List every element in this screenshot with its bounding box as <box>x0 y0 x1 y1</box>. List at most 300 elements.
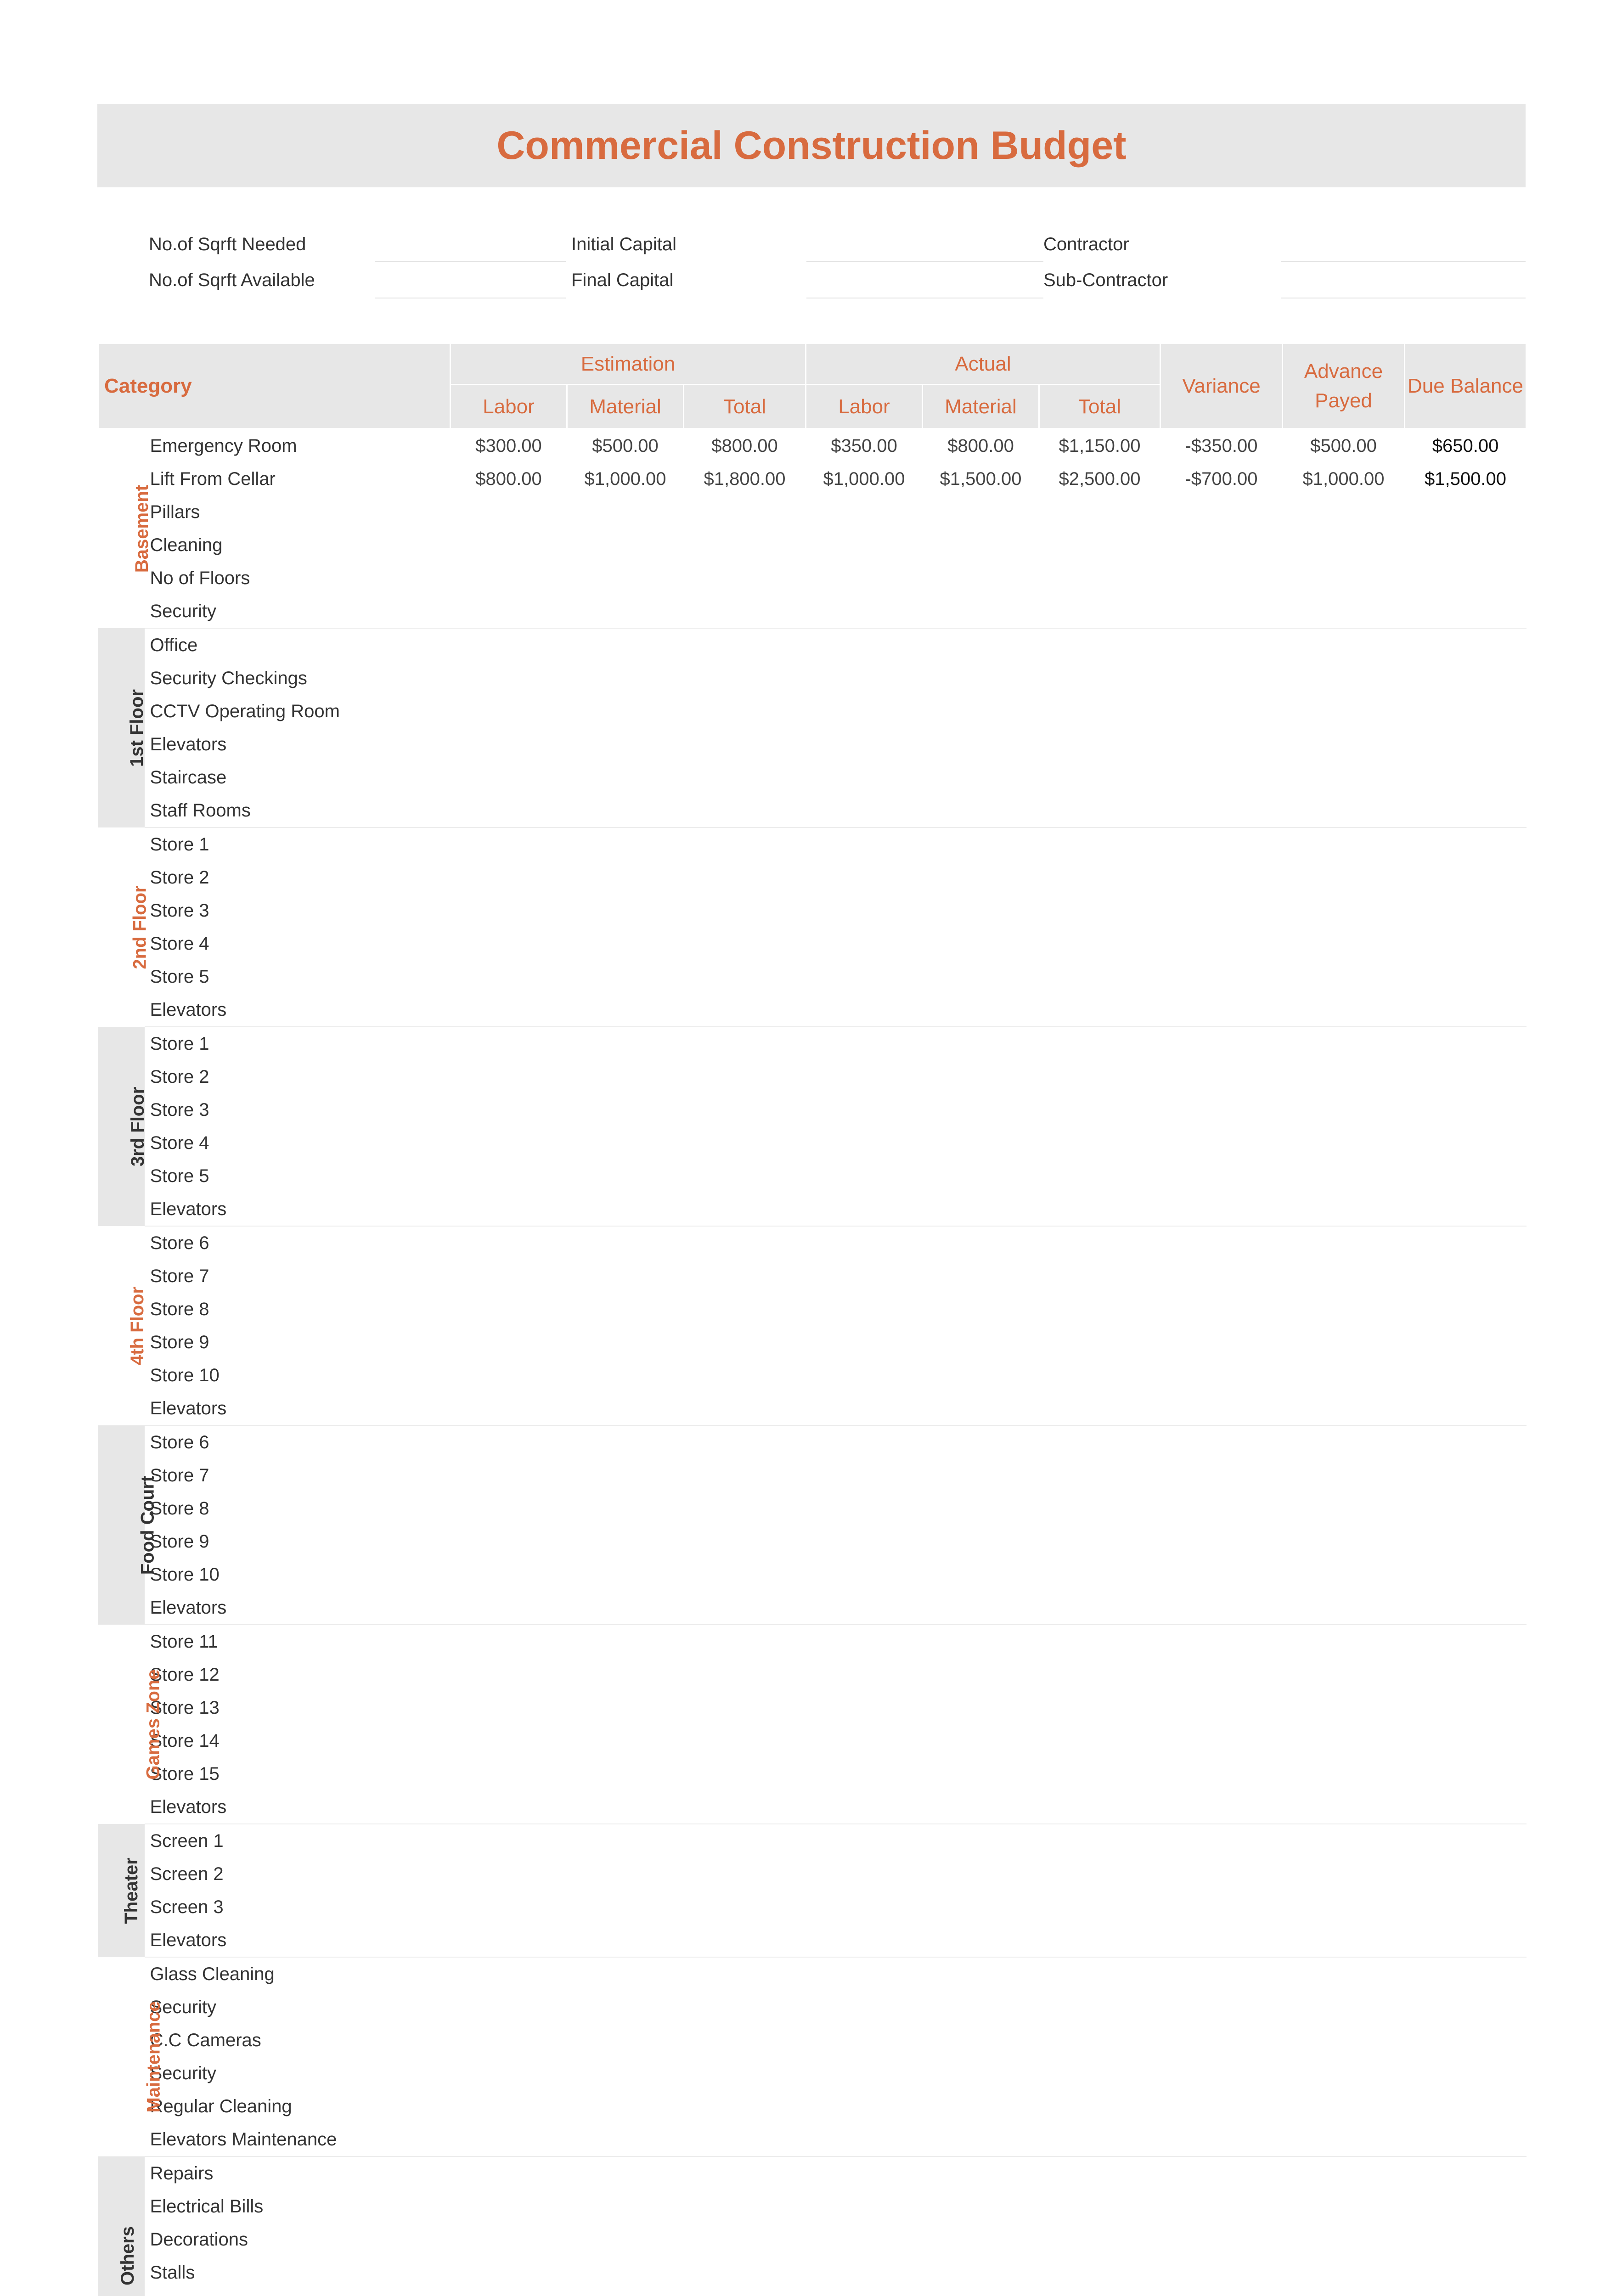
cell-advance[interactable] <box>1283 2223 1405 2256</box>
cell-act-material[interactable] <box>923 1159 1039 1193</box>
cell-est-material[interactable] <box>567 1093 684 1126</box>
cell-variance[interactable] <box>1160 1492 1283 1525</box>
cell-variance[interactable] <box>1160 695 1283 728</box>
cell-due[interactable] <box>1405 1957 1527 1991</box>
cell-act-material[interactable] <box>923 1459 1039 1492</box>
cell-act-total[interactable] <box>1039 1891 1160 1924</box>
cell-act-total[interactable] <box>1039 894 1160 927</box>
cell-advance[interactable] <box>1283 1658 1405 1691</box>
cell-act-material[interactable] <box>923 1093 1039 1126</box>
cell-variance[interactable] <box>1160 2123 1283 2156</box>
cell-due[interactable]: $650.00 <box>1405 429 1527 463</box>
cell-est-material[interactable] <box>567 1359 684 1392</box>
cell-act-total[interactable] <box>1039 1326 1160 1359</box>
cell-due[interactable] <box>1405 960 1527 993</box>
cell-act-material[interactable] <box>923 1691 1039 1724</box>
cell-advance[interactable] <box>1283 1193 1405 1226</box>
cell-advance[interactable] <box>1283 761 1405 794</box>
cell-due[interactable] <box>1405 2123 1527 2156</box>
cell-est-total[interactable] <box>684 2256 806 2289</box>
cell-est-labor[interactable] <box>451 1027 567 1060</box>
cell-act-total[interactable] <box>1039 2256 1160 2289</box>
cell-act-labor[interactable] <box>806 1260 923 1293</box>
cell-act-total[interactable] <box>1039 1392 1160 1425</box>
cell-act-labor[interactable] <box>806 2223 923 2256</box>
cell-due[interactable] <box>1405 495 1527 529</box>
cell-due[interactable] <box>1405 1226 1527 1260</box>
cell-act-material[interactable] <box>923 495 1039 529</box>
cell-est-total[interactable] <box>684 1060 806 1093</box>
cell-due[interactable] <box>1405 1824 1527 1857</box>
cell-est-material[interactable] <box>567 1459 684 1492</box>
cell-est-material[interactable] <box>567 1658 684 1691</box>
cell-act-labor[interactable] <box>806 1991 923 2024</box>
cell-due[interactable] <box>1405 2256 1527 2289</box>
cell-variance[interactable] <box>1160 1159 1283 1193</box>
cell-est-labor[interactable] <box>451 728 567 761</box>
cell-est-labor[interactable] <box>451 2123 567 2156</box>
cell-est-labor[interactable] <box>451 1790 567 1824</box>
cell-variance[interactable] <box>1160 761 1283 794</box>
cell-act-labor[interactable] <box>806 1625 923 1658</box>
cell-est-total[interactable] <box>684 993 806 1027</box>
cell-est-labor[interactable] <box>451 662 567 695</box>
cell-est-total[interactable] <box>684 1492 806 1525</box>
cell-variance[interactable] <box>1160 628 1283 662</box>
cell-advance[interactable] <box>1283 1957 1405 1991</box>
cell-act-total[interactable] <box>1039 1093 1160 1126</box>
cell-est-labor[interactable] <box>451 2289 567 2296</box>
cell-advance[interactable] <box>1283 1924 1405 1957</box>
cell-est-material[interactable] <box>567 1027 684 1060</box>
cell-variance[interactable] <box>1160 1957 1283 1991</box>
cell-est-total[interactable] <box>684 1924 806 1957</box>
cell-act-labor[interactable] <box>806 993 923 1027</box>
cell-due[interactable] <box>1405 1459 1527 1492</box>
cell-variance[interactable] <box>1160 662 1283 695</box>
cell-act-total[interactable] <box>1039 1359 1160 1392</box>
cell-advance[interactable] <box>1283 2190 1405 2223</box>
cell-est-material[interactable] <box>567 1558 684 1591</box>
cell-est-labor[interactable] <box>451 2223 567 2256</box>
cell-variance[interactable]: -$350.00 <box>1160 429 1283 463</box>
cell-act-total[interactable] <box>1039 1492 1160 1525</box>
cell-act-labor[interactable] <box>806 1492 923 1525</box>
cell-est-labor[interactable] <box>451 1558 567 1591</box>
cell-due[interactable] <box>1405 2190 1527 2223</box>
cell-variance[interactable] <box>1160 1027 1283 1060</box>
cell-est-material[interactable]: $1,000.00 <box>584 468 666 489</box>
cell-variance[interactable] <box>1160 1924 1283 1957</box>
cell-advance[interactable] <box>1283 1359 1405 1392</box>
cell-due[interactable] <box>1405 1525 1527 1558</box>
cell-advance[interactable] <box>1283 1891 1405 1924</box>
cell-act-material[interactable] <box>923 1359 1039 1392</box>
cell-est-total[interactable] <box>684 2123 806 2156</box>
cell-advance[interactable] <box>1283 595 1405 628</box>
cell-act-labor[interactable] <box>806 1193 923 1226</box>
cell-est-material[interactable] <box>567 595 684 628</box>
cell-est-labor[interactable] <box>451 927 567 960</box>
cell-variance[interactable] <box>1160 927 1283 960</box>
cell-est-material[interactable] <box>567 1757 684 1790</box>
cell-act-labor[interactable] <box>806 1326 923 1359</box>
cell-act-material[interactable] <box>923 2190 1039 2223</box>
cell-act-labor[interactable] <box>806 695 923 728</box>
cell-due[interactable] <box>1405 2156 1527 2190</box>
cell-est-material[interactable] <box>567 529 684 562</box>
cell-advance[interactable] <box>1283 2156 1405 2190</box>
cell-act-total[interactable] <box>1039 1691 1160 1724</box>
cell-est-total[interactable] <box>684 1193 806 1226</box>
cell-act-labor[interactable] <box>806 1591 923 1625</box>
cell-act-total[interactable] <box>1039 1459 1160 1492</box>
cell-due[interactable] <box>1405 628 1527 662</box>
cell-advance[interactable]: $500.00 <box>1283 429 1405 463</box>
cell-est-labor[interactable] <box>451 2024 567 2057</box>
cell-due[interactable] <box>1405 1027 1527 1060</box>
cell-est-total[interactable] <box>684 1093 806 1126</box>
cell-act-material[interactable] <box>923 562 1039 595</box>
cell-advance[interactable] <box>1283 1159 1405 1193</box>
cell-est-labor[interactable] <box>451 894 567 927</box>
cell-act-labor[interactable] <box>806 495 923 529</box>
cell-act-labor[interactable] <box>806 2057 923 2090</box>
cell-est-material[interactable] <box>567 1193 684 1226</box>
cell-act-total[interactable] <box>1039 2289 1160 2296</box>
cell-est-labor[interactable] <box>451 1625 567 1658</box>
cell-act-labor[interactable] <box>806 1359 923 1392</box>
cell-act-total[interactable] <box>1039 1226 1160 1260</box>
cell-variance[interactable] <box>1160 2256 1283 2289</box>
cell-act-labor[interactable] <box>806 1392 923 1425</box>
cell-variance[interactable] <box>1160 1392 1283 1425</box>
cell-est-labor[interactable] <box>451 1425 567 1459</box>
cell-est-total[interactable] <box>684 761 806 794</box>
cell-est-material[interactable] <box>567 495 684 529</box>
cell-variance[interactable] <box>1160 861 1283 894</box>
cell-act-material[interactable] <box>923 2057 1039 2090</box>
cell-est-material[interactable] <box>567 1525 684 1558</box>
cell-act-total[interactable] <box>1039 1957 1160 1991</box>
cell-act-material[interactable] <box>923 1790 1039 1824</box>
cell-variance[interactable] <box>1160 2190 1283 2223</box>
cell-act-total[interactable] <box>1039 1824 1160 1857</box>
cell-act-labor[interactable] <box>806 1425 923 1459</box>
cell-act-labor[interactable] <box>806 761 923 794</box>
cell-act-labor[interactable] <box>806 2024 923 2057</box>
cell-variance[interactable] <box>1160 1591 1283 1625</box>
cell-est-labor[interactable] <box>451 1293 567 1326</box>
cell-act-material[interactable] <box>923 1293 1039 1326</box>
cell-est-total[interactable] <box>684 927 806 960</box>
cell-est-total[interactable] <box>684 495 806 529</box>
cell-act-labor[interactable] <box>806 927 923 960</box>
cell-est-total[interactable] <box>684 1691 806 1724</box>
cell-due[interactable] <box>1405 1392 1527 1425</box>
cell-due[interactable] <box>1405 1790 1527 1824</box>
cell-act-total[interactable] <box>1039 2223 1160 2256</box>
cell-est-total[interactable] <box>684 529 806 562</box>
cell-act-material[interactable] <box>923 993 1039 1027</box>
cell-act-material[interactable] <box>923 2024 1039 2057</box>
cell-variance[interactable] <box>1160 1891 1283 1924</box>
cell-due[interactable] <box>1405 1757 1527 1790</box>
cell-est-material[interactable] <box>567 2024 684 2057</box>
initial-capital-field[interactable] <box>806 261 1043 262</box>
cell-est-total[interactable] <box>684 1260 806 1293</box>
cell-act-material[interactable] <box>923 927 1039 960</box>
cell-act-labor[interactable] <box>806 1126 923 1159</box>
cell-variance[interactable] <box>1160 1724 1283 1757</box>
cell-act-labor[interactable] <box>806 1891 923 1924</box>
cell-act-total[interactable] <box>1039 662 1160 695</box>
cell-act-labor[interactable] <box>806 1027 923 1060</box>
cell-variance[interactable] <box>1160 1060 1283 1093</box>
cell-act-total[interactable]: $2,500.00 <box>1059 468 1141 489</box>
cell-est-total[interactable] <box>684 1591 806 1625</box>
cell-est-material[interactable] <box>567 1790 684 1824</box>
cell-act-material[interactable] <box>923 1824 1039 1857</box>
cell-act-material[interactable] <box>923 662 1039 695</box>
cell-est-material[interactable] <box>567 1425 684 1459</box>
cell-due[interactable] <box>1405 1126 1527 1159</box>
cell-est-labor[interactable] <box>451 993 567 1027</box>
cell-est-material[interactable] <box>567 1226 684 1260</box>
cell-est-total[interactable] <box>684 1625 806 1658</box>
cell-advance[interactable] <box>1283 1790 1405 1824</box>
cell-est-labor[interactable] <box>451 2256 567 2289</box>
cell-act-labor[interactable] <box>806 2156 923 2190</box>
cell-est-labor[interactable] <box>451 529 567 562</box>
cell-est-material[interactable] <box>567 1724 684 1757</box>
cell-act-material[interactable] <box>923 529 1039 562</box>
cell-act-total[interactable] <box>1039 728 1160 761</box>
cell-act-labor[interactable] <box>806 1159 923 1193</box>
cell-act-material[interactable] <box>923 2156 1039 2190</box>
cell-due[interactable] <box>1405 1093 1527 1126</box>
cell-due[interactable] <box>1405 1558 1527 1591</box>
cell-due[interactable] <box>1405 1625 1527 1658</box>
cell-est-labor[interactable] <box>451 1724 567 1757</box>
cell-variance[interactable] <box>1160 1326 1283 1359</box>
cell-act-total[interactable] <box>1039 1857 1160 1891</box>
cell-est-total[interactable] <box>684 1790 806 1824</box>
cell-due[interactable] <box>1405 529 1527 562</box>
cell-est-material[interactable] <box>567 1857 684 1891</box>
cell-est-total[interactable] <box>684 1991 806 2024</box>
cell-act-material[interactable]: $1,500.00 <box>940 468 1022 489</box>
cell-act-material[interactable] <box>923 1724 1039 1757</box>
cell-est-total[interactable] <box>684 1293 806 1326</box>
cell-est-labor[interactable] <box>451 1591 567 1625</box>
cell-variance[interactable] <box>1160 1525 1283 1558</box>
cell-act-labor[interactable] <box>806 2090 923 2123</box>
cell-act-total[interactable] <box>1039 1193 1160 1226</box>
cell-act-labor[interactable] <box>806 827 923 861</box>
cell-act-material[interactable] <box>923 861 1039 894</box>
cell-due[interactable] <box>1405 861 1527 894</box>
cell-est-labor[interactable] <box>451 1691 567 1724</box>
cell-est-total[interactable] <box>684 662 806 695</box>
cell-est-labor[interactable] <box>451 1326 567 1359</box>
cell-est-total[interactable] <box>684 2289 806 2296</box>
cell-due[interactable] <box>1405 1591 1527 1625</box>
cell-act-total[interactable] <box>1039 562 1160 595</box>
cell-est-material[interactable] <box>567 2190 684 2223</box>
cell-due[interactable] <box>1405 1060 1527 1093</box>
cell-est-total[interactable] <box>684 1027 806 1060</box>
cell-est-labor[interactable] <box>451 1492 567 1525</box>
cell-variance[interactable] <box>1160 728 1283 761</box>
cell-est-material[interactable] <box>567 2156 684 2190</box>
cell-due[interactable] <box>1405 595 1527 628</box>
cell-est-labor[interactable] <box>451 1757 567 1790</box>
cell-variance[interactable] <box>1160 1359 1283 1392</box>
cell-act-material[interactable] <box>923 628 1039 662</box>
cell-act-total[interactable] <box>1039 1724 1160 1757</box>
cell-advance[interactable] <box>1283 2090 1405 2123</box>
cell-est-material[interactable] <box>567 1260 684 1293</box>
cell-est-material[interactable] <box>567 761 684 794</box>
cell-advance[interactable] <box>1283 1459 1405 1492</box>
cell-variance[interactable] <box>1160 1857 1283 1891</box>
cell-est-total[interactable] <box>684 827 806 861</box>
cell-act-total[interactable] <box>1039 2090 1160 2123</box>
cell-advance[interactable] <box>1283 1558 1405 1591</box>
cell-due[interactable] <box>1405 761 1527 794</box>
cell-est-labor[interactable] <box>451 595 567 628</box>
cell-act-total[interactable] <box>1039 695 1160 728</box>
cell-due[interactable] <box>1405 993 1527 1027</box>
cell-due[interactable] <box>1405 1857 1527 1891</box>
cell-variance[interactable] <box>1160 2024 1283 2057</box>
cell-est-material[interactable] <box>567 1691 684 1724</box>
cell-advance[interactable] <box>1283 1326 1405 1359</box>
cell-due[interactable] <box>1405 728 1527 761</box>
cell-act-labor[interactable]: $1,000.00 <box>823 468 905 489</box>
cell-variance[interactable] <box>1160 2090 1283 2123</box>
cell-due[interactable] <box>1405 695 1527 728</box>
cell-act-total[interactable] <box>1039 2057 1160 2090</box>
cell-act-total[interactable] <box>1039 2156 1160 2190</box>
cell-est-labor[interactable] <box>451 1159 567 1193</box>
cell-advance[interactable] <box>1283 861 1405 894</box>
cell-act-labor[interactable] <box>806 728 923 761</box>
cell-advance[interactable] <box>1283 1293 1405 1326</box>
cell-act-total[interactable] <box>1039 1159 1160 1193</box>
cell-est-labor[interactable] <box>451 1957 567 1991</box>
cell-act-material[interactable] <box>923 827 1039 861</box>
cell-variance[interactable] <box>1160 1757 1283 1790</box>
cell-advance[interactable] <box>1283 628 1405 662</box>
cell-est-material[interactable] <box>567 960 684 993</box>
cell-act-labor[interactable] <box>806 960 923 993</box>
cell-act-material[interactable] <box>923 1558 1039 1591</box>
cell-act-total[interactable] <box>1039 2123 1160 2156</box>
cell-est-labor[interactable] <box>451 827 567 861</box>
cell-act-labor[interactable] <box>806 894 923 927</box>
cell-est-labor[interactable] <box>451 861 567 894</box>
cell-act-material[interactable] <box>923 2256 1039 2289</box>
cell-act-material[interactable] <box>923 1260 1039 1293</box>
cell-act-total[interactable] <box>1039 628 1160 662</box>
cell-est-material[interactable] <box>567 1060 684 1093</box>
cell-advance[interactable] <box>1283 1226 1405 1260</box>
cell-act-material[interactable] <box>923 894 1039 927</box>
cell-est-labor[interactable] <box>451 1193 567 1226</box>
cell-advance[interactable] <box>1283 827 1405 861</box>
sqft-needed-field[interactable] <box>375 261 566 262</box>
cell-act-material[interactable] <box>923 1658 1039 1691</box>
cell-est-total[interactable] <box>684 1658 806 1691</box>
cell-act-material[interactable] <box>923 2223 1039 2256</box>
cell-act-labor[interactable] <box>806 794 923 827</box>
cell-est-material[interactable] <box>567 1625 684 1658</box>
cell-est-material[interactable] <box>567 1891 684 1924</box>
cell-due[interactable] <box>1405 1924 1527 1957</box>
cell-act-labor[interactable] <box>806 1691 923 1724</box>
cell-est-material[interactable] <box>567 2123 684 2156</box>
cell-act-material[interactable] <box>923 1226 1039 1260</box>
cell-advance[interactable] <box>1283 529 1405 562</box>
cell-variance[interactable] <box>1160 1193 1283 1226</box>
cell-est-material[interactable] <box>567 662 684 695</box>
cell-act-material[interactable] <box>923 1126 1039 1159</box>
cell-variance[interactable] <box>1160 894 1283 927</box>
cell-variance[interactable] <box>1160 1691 1283 1724</box>
cell-act-total[interactable] <box>1039 1060 1160 1093</box>
cell-est-material[interactable] <box>567 1991 684 2024</box>
cell-est-material[interactable] <box>567 1924 684 1957</box>
cell-est-labor[interactable] <box>451 1924 567 1957</box>
cell-due[interactable] <box>1405 1260 1527 1293</box>
cell-est-material[interactable] <box>567 562 684 595</box>
cell-act-labor[interactable] <box>806 595 923 628</box>
cell-act-labor[interactable] <box>806 1824 923 1857</box>
cell-advance[interactable] <box>1283 2256 1405 2289</box>
cell-est-material[interactable] <box>567 894 684 927</box>
cell-act-material[interactable] <box>923 2289 1039 2296</box>
cell-act-labor[interactable] <box>806 1226 923 1260</box>
contractor-field[interactable] <box>1281 261 1526 262</box>
cell-due[interactable] <box>1405 2289 1527 2296</box>
cell-advance[interactable] <box>1283 1392 1405 1425</box>
cell-act-total[interactable] <box>1039 595 1160 628</box>
cell-est-material[interactable] <box>567 1957 684 1991</box>
cell-est-material[interactable] <box>567 695 684 728</box>
cell-act-total[interactable] <box>1039 1260 1160 1293</box>
cell-act-total[interactable] <box>1039 1525 1160 1558</box>
cell-variance[interactable]: -$700.00 <box>1185 468 1258 489</box>
cell-due[interactable] <box>1405 1326 1527 1359</box>
cell-act-material[interactable] <box>923 695 1039 728</box>
cell-variance[interactable] <box>1160 794 1283 827</box>
cell-est-total[interactable] <box>684 894 806 927</box>
cell-due[interactable] <box>1405 794 1527 827</box>
cell-est-labor[interactable] <box>451 495 567 529</box>
cell-act-material[interactable] <box>923 1392 1039 1425</box>
cell-est-material[interactable] <box>567 927 684 960</box>
cell-variance[interactable] <box>1160 1459 1283 1492</box>
cell-advance[interactable] <box>1283 495 1405 529</box>
cell-act-total[interactable] <box>1039 960 1160 993</box>
cell-est-total[interactable] <box>684 1757 806 1790</box>
cell-variance[interactable] <box>1160 1558 1283 1591</box>
cell-advance[interactable] <box>1283 2024 1405 2057</box>
cell-est-material[interactable] <box>567 1126 684 1159</box>
cell-est-total[interactable] <box>684 2024 806 2057</box>
